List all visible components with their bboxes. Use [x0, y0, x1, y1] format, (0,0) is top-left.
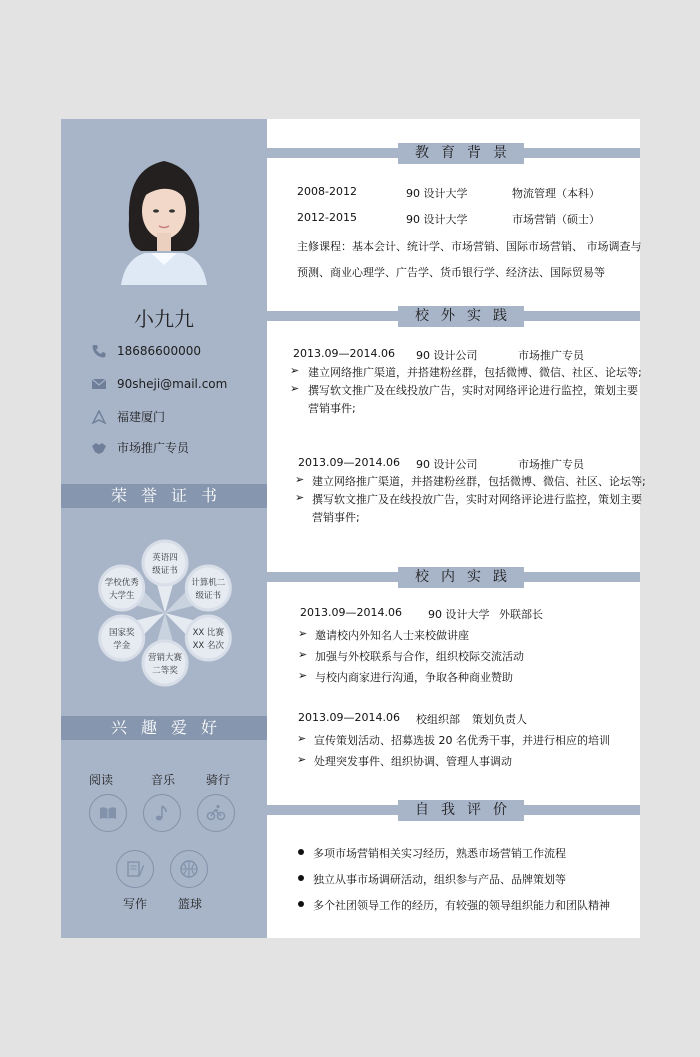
edu-period: 2012-2015: [297, 211, 357, 224]
certificate-line1: 英语四: [152, 553, 178, 563]
ext-period: 2013.09—2014.06: [298, 456, 400, 469]
bicycle-icon: [197, 794, 235, 832]
hobby-label-music: 音乐: [150, 773, 175, 787]
certificate-line1: 计算机二: [191, 578, 226, 588]
ext-bullet: 撰写软文推广及在线投放广告，实时对网络评论进行监控，策划主要: [308, 384, 638, 397]
email-row: [91, 377, 227, 391]
certificate-line1: 学校优秀: [104, 578, 139, 588]
certificate-petal: [100, 616, 144, 660]
hobby-label-writing: 写作: [122, 897, 147, 911]
edu-school: 90 设计大学: [406, 187, 468, 200]
certificate-petal: [143, 641, 187, 685]
basketball-icon: [170, 850, 208, 888]
honors-header: 荣誉证书: [61, 484, 267, 508]
ext-org: 90 设计公司: [416, 349, 478, 362]
writing-icon: [116, 850, 154, 888]
bullet-dot-icon: [298, 849, 304, 855]
campus-item: 宣传策划活动、招募选拔 20 名优秀干事，并进行相应的培训: [314, 734, 610, 747]
edu-school: 90 设计大学: [406, 213, 468, 226]
certificate-line2: 学金: [113, 641, 131, 651]
education-title: 教育背景: [398, 143, 524, 164]
certificate-line2: 级证书: [195, 591, 222, 601]
campus-period: 2013.09—2014.06: [298, 711, 400, 724]
self-title: 自我评价: [398, 800, 524, 821]
ext-bullet: 建立网络推广渠道，并搭建粉丝群，包括微博、微信、社区、论坛等;: [308, 366, 642, 379]
courses-line: 主修课程：基本会计、统计学、市场营销、国际市场营销、 市场调查与: [297, 240, 642, 253]
self-item: 多项市场营销相关实习经历，熟悉市场营销工作流程: [313, 847, 566, 860]
bullet-arrow-icon: ➢: [298, 648, 308, 661]
position-row: [91, 439, 189, 456]
bullet-arrow-icon: ➢: [298, 669, 308, 682]
campus-item: 加强与外校联系与合作，组织校际交流活动: [315, 650, 524, 663]
bullet-arrow-icon: ➢: [298, 627, 308, 640]
certificate-petal: [186, 566, 230, 610]
certificate-petal: [186, 616, 230, 660]
campus-title: 校内实践: [398, 567, 524, 588]
edu-major: 市场营销（硕士）: [512, 213, 600, 226]
campus-role: 策划负责人: [472, 713, 527, 726]
edu-period: 2008-2012: [297, 185, 357, 198]
certificate-line2: 级证书: [152, 566, 178, 576]
certificates-flower: [85, 525, 245, 693]
mail-icon: [91, 377, 107, 391]
ext-bullet-cont: 营销事件;: [312, 511, 360, 524]
certificate-line1: XX 比赛: [192, 628, 224, 638]
ext-role: 市场推广专员: [518, 458, 584, 471]
edu-major: 物流管理（本科）: [512, 187, 600, 200]
bullet-dot-icon: [298, 875, 304, 881]
phone-icon: [91, 344, 107, 358]
bullet-arrow-icon: ➢: [295, 473, 305, 486]
certificate-line2: 大学生: [108, 591, 135, 601]
ext-bullet-cont: 营销事件;: [308, 402, 356, 415]
hobbies-header: 兴趣爱好: [61, 716, 267, 740]
ext-bullet: 建立网络推广渠道，并搭建粉丝群，包括微博、微信、社区、论坛等;: [312, 475, 646, 488]
book-icon: [89, 794, 127, 832]
email-address: 90sheji@mail.com: [117, 377, 228, 391]
ext-role: 市场推广专员: [518, 349, 584, 362]
profile-photo: [121, 159, 207, 285]
hobby-label-cycling: 骑行: [205, 773, 230, 787]
ext-org: 90 设计公司: [416, 458, 478, 471]
bullet-arrow-icon: ➢: [290, 364, 300, 377]
resume-page: [61, 119, 646, 938]
campus-org: 90 设计大学: [428, 608, 490, 621]
courses-line: 预测、商业心理学、广告学、货币银行学、经济法、国际贸易等: [297, 266, 605, 279]
certificate-line1: 国家奖: [108, 628, 135, 638]
certificate-line2: 二等奖: [152, 666, 178, 676]
external-title: 校外实践: [398, 306, 524, 327]
handshake-icon: [91, 441, 107, 455]
sidebar: [61, 119, 267, 938]
bullet-dot-icon: [298, 901, 304, 907]
bullet-arrow-icon: ➢: [297, 732, 307, 745]
certificate-petal: [100, 566, 144, 610]
location-text: 福建厦门: [117, 410, 166, 424]
phone-row: [91, 344, 201, 358]
campus-item: 处理突发事件、组织协调、管理人事调动: [314, 755, 512, 768]
ext-period: 2013.09—2014.06: [293, 347, 395, 360]
campus-role: 外联部长: [499, 608, 543, 621]
location-arrow-icon: [91, 410, 107, 424]
hobby-label-reading: 阅读: [88, 773, 113, 787]
hobby-label-basketball: 篮球: [177, 897, 202, 911]
person-name: 小九九: [134, 307, 194, 331]
campus-period: 2013.09—2014.06: [300, 606, 402, 619]
self-item: 独立从事市场调研活动，组织参与产品、品牌策划等: [313, 873, 566, 886]
music-note-icon: [143, 794, 181, 832]
certificate-line2: XX 名次: [192, 641, 224, 651]
campus-org: 校组织部: [416, 713, 460, 726]
ext-bullet: 撰写软文推广及在线投放广告，实时对网络评论进行监控，策划主要: [312, 493, 642, 506]
certificate-petal: [143, 541, 187, 585]
bullet-arrow-icon: ➢: [290, 382, 300, 395]
position-text: 市场推广专员: [117, 441, 190, 455]
campus-item: 与校内商家进行沟通，争取各种商业赞助: [315, 671, 513, 684]
bullet-arrow-icon: ➢: [297, 753, 307, 766]
phone-number: 18686600000: [117, 344, 201, 358]
certificate-line1: 营销大赛: [147, 653, 183, 663]
campus-item: 邀请校内外知名人士来校做讲座: [315, 629, 469, 642]
bullet-arrow-icon: ➢: [295, 491, 305, 504]
location-row: [91, 408, 165, 425]
self-item: 多个社团领导工作的经历，有较强的领导组织能力和团队精神: [313, 899, 610, 912]
